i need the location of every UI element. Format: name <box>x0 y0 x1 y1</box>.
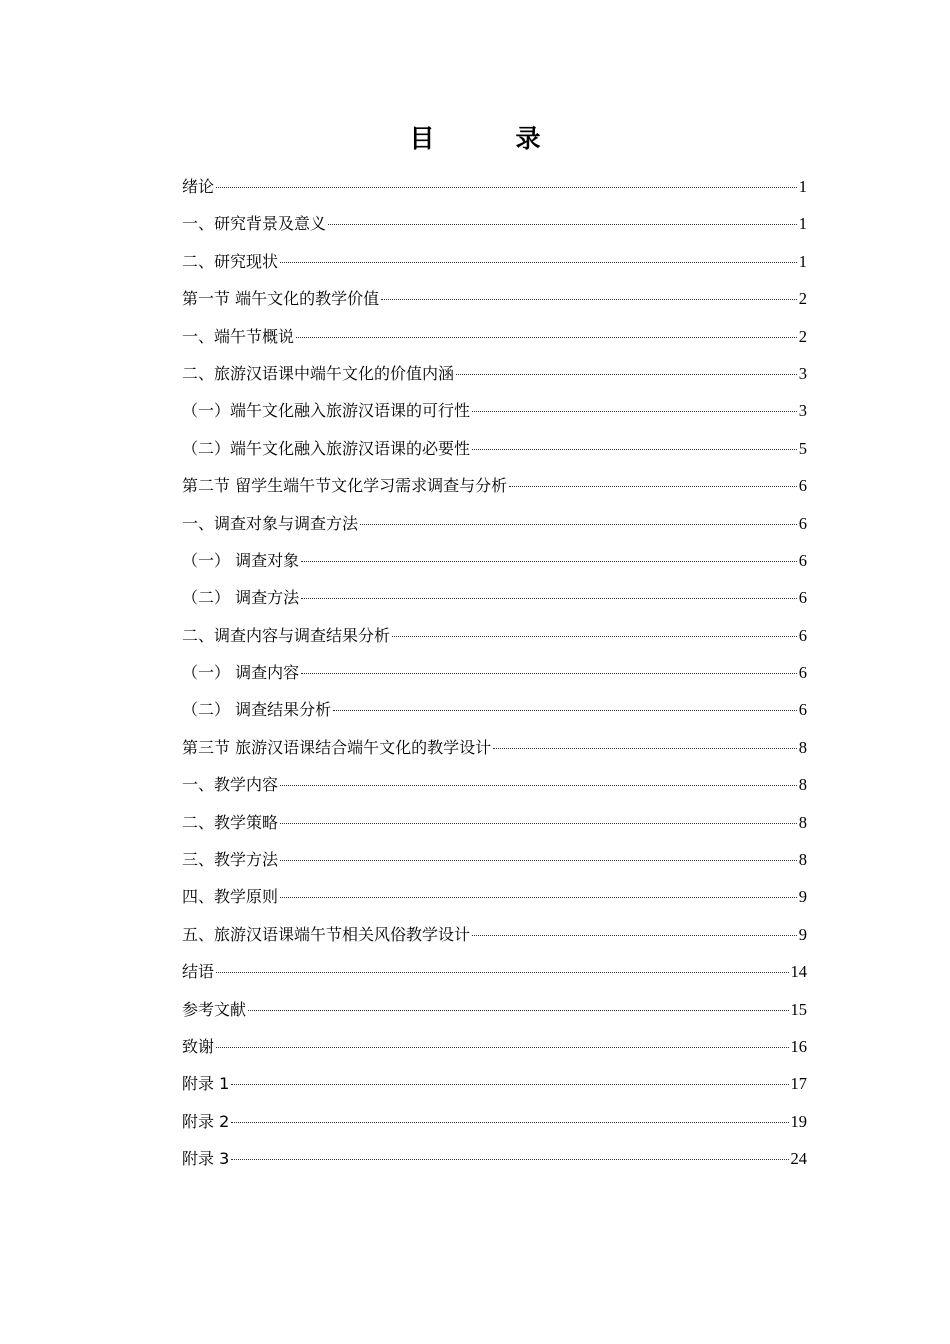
toc-leader-dots <box>216 187 797 188</box>
toc-entry[interactable] <box>182 542 807 579</box>
toc-entry[interactable] <box>182 1028 807 1065</box>
toc-entry-label: 绪论 <box>182 177 215 196</box>
toc-entry[interactable] <box>182 766 807 803</box>
toc-entry-page: 17 <box>790 1074 807 1094</box>
toc-entry-page: 14 <box>790 962 807 982</box>
toc-leader-dots <box>381 299 797 300</box>
toc-entry-page: 19 <box>790 1111 807 1131</box>
toc-entry[interactable] <box>182 430 807 467</box>
toc-entry[interactable] <box>182 1065 807 1102</box>
toc-leader-dots <box>328 224 797 225</box>
toc-entry[interactable] <box>182 841 807 878</box>
toc-entry-label: 附录 2 <box>182 1111 230 1131</box>
toc-entry-page: 8 <box>798 737 807 757</box>
toc-entry-label: 二、研究现状 <box>182 251 279 271</box>
toc-entry[interactable] <box>182 953 807 990</box>
toc-entry-page: 16 <box>790 1036 807 1056</box>
toc-leader-dots <box>280 897 797 898</box>
toc-entry-page: 9 <box>798 924 807 944</box>
toc-entry-page: 6 <box>798 700 807 720</box>
toc-entry[interactable] <box>182 691 807 728</box>
toc-entry-page: 1 <box>798 214 807 234</box>
toc-entry-label: 三、教学方法 <box>182 850 279 870</box>
toc-leader-dots <box>392 636 797 637</box>
toc-entry-label: 四、教学原则 <box>182 887 279 907</box>
toc-entry[interactable] <box>182 355 807 392</box>
toc-entry[interactable] <box>182 467 807 504</box>
toc-leader-dots <box>301 673 797 674</box>
toc-entry-page: 9 <box>798 887 807 907</box>
toc-entry[interactable] <box>182 1103 807 1140</box>
toc-entry-label: （二） 调查结果分析 <box>182 700 332 720</box>
toc-entry-label: 致谢 <box>182 1036 215 1056</box>
toc-entry-label: 一、端午节概说 <box>182 326 295 346</box>
toc-entry-page: 8 <box>798 850 807 870</box>
toc-leader-dots <box>456 374 797 375</box>
toc-leader-dots <box>248 1010 788 1011</box>
toc-entry[interactable] <box>182 804 807 841</box>
toc-entry-label: 第二节 留学生端午节文化学习需求调查与分析 <box>182 476 508 496</box>
toc-entry-label: 一、教学内容 <box>182 775 279 795</box>
toc-leader-dots <box>216 1047 788 1048</box>
toc-entry-label: 结语 <box>182 962 215 982</box>
toc-entry-page: 6 <box>798 588 807 608</box>
toc-leader-dots <box>472 411 797 412</box>
toc-leader-dots <box>280 860 797 861</box>
toc-entry[interactable] <box>182 878 807 915</box>
toc-entry[interactable] <box>182 318 807 355</box>
toc-entry-label: 第一节 端午文化的教学价值 <box>182 289 380 309</box>
toc-entry-label: 二、旅游汉语课中端午文化的价值内涵 <box>182 363 455 383</box>
toc-entry-page: 15 <box>790 999 807 1019</box>
toc-entry-page: 3 <box>798 401 807 421</box>
toc-entry-page: 3 <box>798 363 807 383</box>
toc-leader-dots <box>296 337 797 338</box>
toc-entry-page: 6 <box>798 550 807 570</box>
toc-entry[interactable] <box>182 729 807 766</box>
toc-entry-label: 参考文献 <box>182 999 247 1019</box>
toc-entry-page: 8 <box>798 812 807 832</box>
toc-entry[interactable] <box>182 991 807 1028</box>
toc-entry[interactable] <box>182 579 807 616</box>
toc-entry[interactable] <box>182 654 807 691</box>
toc-entry-label: 一、调查对象与调查方法 <box>182 513 359 533</box>
toc-leader-dots <box>509 486 797 487</box>
toc-entry[interactable] <box>182 243 807 280</box>
toc-entry-label: 一、研究背景及意义 <box>182 214 327 234</box>
toc-entry-page: 8 <box>798 775 807 795</box>
toc-leader-dots <box>493 748 797 749</box>
toc-leader-dots <box>333 710 797 711</box>
toc-leader-dots <box>472 449 797 450</box>
toc-leader-dots <box>231 1159 788 1160</box>
toc-leader-dots <box>280 262 797 263</box>
toc-entry-page: 6 <box>798 663 807 683</box>
toc-leader-dots <box>231 1122 788 1123</box>
toc-entry-page: 2 <box>798 326 807 346</box>
toc-list <box>182 168 807 1178</box>
toc-entry-page: 6 <box>798 625 807 645</box>
toc-leader-dots <box>360 524 797 525</box>
toc-entry-label: 附录 1 <box>182 1074 230 1094</box>
toc-entry-label: 第三节 旅游汉语课结合端午文化的教学设计 <box>182 737 492 757</box>
toc-entry[interactable] <box>182 1140 807 1177</box>
toc-entry-label: 五、旅游汉语课端午节相关风俗教学设计 <box>182 924 471 944</box>
toc-entry[interactable] <box>182 617 807 654</box>
toc-entry[interactable] <box>182 916 807 953</box>
toc-entry-page: 24 <box>790 1149 807 1169</box>
toc-entry-label: （一） 调查对象 <box>182 550 300 570</box>
toc-leader-dots <box>231 1084 788 1085</box>
toc-leader-dots <box>301 561 797 562</box>
toc-leader-dots <box>216 972 788 973</box>
toc-entry-page: 1 <box>798 251 807 271</box>
toc-entry-page: 1 <box>798 177 807 196</box>
toc-leader-dots <box>280 785 797 786</box>
toc-entry-page: 6 <box>798 513 807 533</box>
toc-title: 目 录 <box>409 124 569 153</box>
toc-entry[interactable] <box>182 205 807 242</box>
toc-entry-label: 二、调查内容与调查结果分析 <box>182 625 391 645</box>
toc-entry-label: 二、教学策略 <box>182 812 279 832</box>
toc-entry-page: 2 <box>798 289 807 309</box>
toc-entry[interactable] <box>182 168 807 205</box>
toc-entry[interactable] <box>182 280 807 317</box>
toc-entry-label: 附录 3 <box>182 1149 230 1169</box>
toc-leader-dots <box>472 935 797 936</box>
toc-entry-label: （一）端午文化融入旅游汉语课的可行性 <box>182 401 471 421</box>
toc-entry-page: 6 <box>798 476 807 496</box>
toc-entry-label: （一） 调查内容 <box>182 663 300 683</box>
toc-leader-dots <box>280 823 797 824</box>
toc-entry[interactable] <box>182 505 807 542</box>
toc-entry[interactable] <box>182 392 807 429</box>
toc-entry-label: （二） 调查方法 <box>182 588 300 608</box>
toc-entry-page: 5 <box>798 438 807 458</box>
toc-entry-label: （二）端午文化融入旅游汉语课的必要性 <box>182 438 471 458</box>
toc-leader-dots <box>301 598 797 599</box>
